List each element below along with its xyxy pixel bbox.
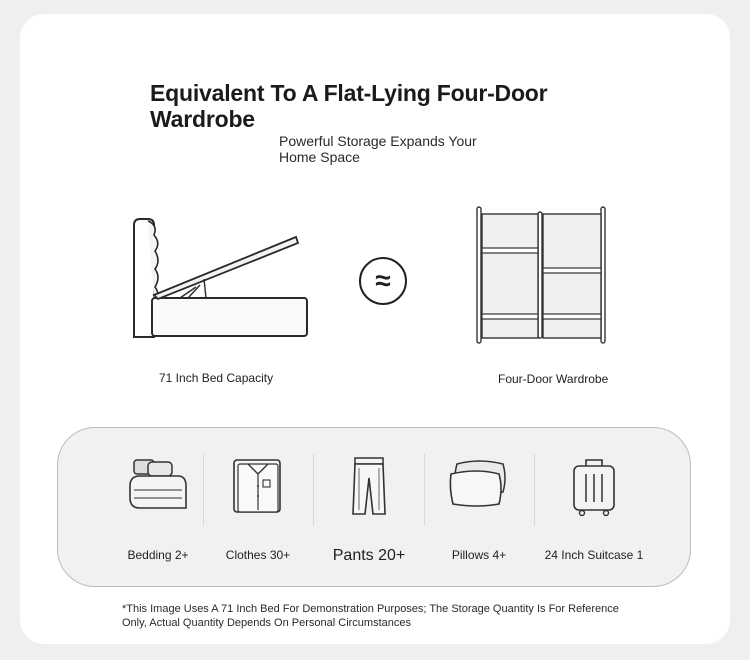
item-pants <box>314 428 424 586</box>
wardrobe-illustration <box>476 206 608 351</box>
item-label: Clothes 30+ <box>225 548 291 562</box>
disclaimer-note: *This Image Uses A 71 Inch Bed For Demonstration Purposes; The Storage Quantity Is For Reference Only, Actual Quantity Depends On Personal Circumstances <box>122 603 619 629</box>
divider <box>534 454 535 526</box>
suitcase-icon <box>570 456 618 518</box>
pillow-icon <box>447 456 511 512</box>
shirt-icon <box>230 456 286 516</box>
page-title: Equivalent To A Flat-Lying Four-Door Wardrobe <box>150 80 548 132</box>
pants-icon <box>349 456 389 518</box>
item-suitcase <box>539 428 649 586</box>
item-bedding <box>103 428 213 586</box>
item-label: Pants 20+ <box>332 547 406 564</box>
bedding-icon <box>126 456 190 518</box>
page-subtitle: Powerful Storage Expands Your Home Space <box>279 133 477 165</box>
storage-bed-illustration <box>128 215 313 345</box>
approximately-equal-icon: ≈ <box>359 257 407 305</box>
storage-items-panel <box>57 427 691 587</box>
item-label: Bedding 2+ <box>127 548 189 562</box>
wardrobe-caption: Four-Door Wardrobe <box>498 372 609 386</box>
bed-capacity-caption: 71 Inch Bed Capacity <box>159 371 274 385</box>
item-label: 24 Inch Suitcase 1 <box>544 548 644 562</box>
item-clothes <box>203 428 313 586</box>
item-label: Pillows 4+ <box>451 548 507 562</box>
item-pillows <box>424 428 534 586</box>
